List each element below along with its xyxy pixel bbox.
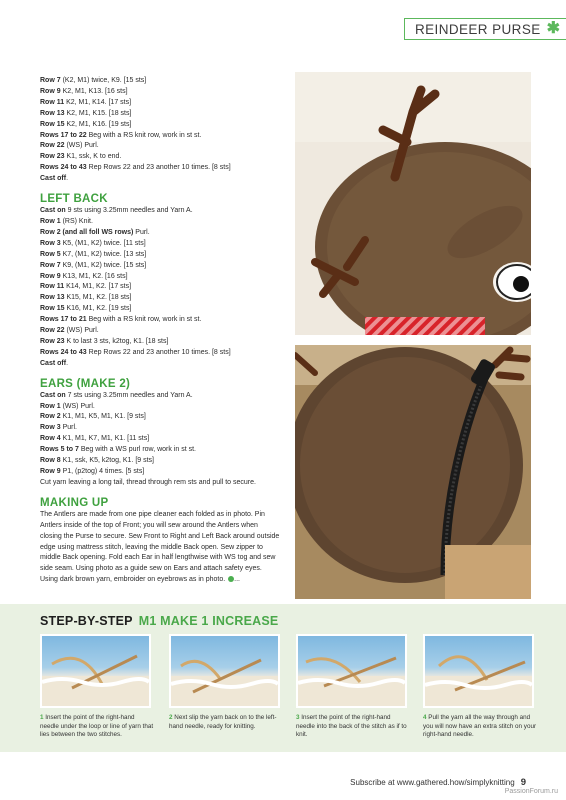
row-label: Rows 17 to 21 (40, 316, 87, 324)
row-text: Beg with a RS knit row, work in st st. (86, 316, 202, 324)
row-text: K1, ssk, K to end. (64, 153, 122, 161)
row-text: K1, M1, K7, M1, K1. [11 sts] (60, 435, 150, 443)
row-text: Purl. (133, 228, 150, 236)
pattern-row (40, 337, 280, 348)
pattern-column (40, 76, 280, 586)
row-label: Row 4 (40, 435, 61, 443)
shamrock-icon: ✱ (546, 20, 561, 37)
pattern-row (40, 98, 280, 109)
row-label: Row 15 (40, 120, 65, 128)
knitting-needles-icon (42, 636, 149, 706)
watermark: PassionForum.ru (504, 788, 558, 795)
step-1-image (40, 634, 151, 708)
pattern-row (40, 304, 280, 315)
row-label: Row 22 (40, 327, 65, 335)
ears-note: Cut yarn leaving a long tail, thread through rem sts and pull to secure. (40, 478, 256, 486)
step-4-image (423, 634, 534, 708)
row-label: Rows 5 to 7 (40, 446, 79, 454)
step-2-image (169, 634, 280, 708)
pattern-row (40, 174, 280, 185)
row-text: K16, M1, K2. [19 sts] (64, 305, 132, 313)
step-title-prefix: STEP-BY-STEP (40, 614, 133, 628)
row-label: Row 15 (40, 305, 65, 313)
row-text: K1, ssk, K5, k2tog, K1. [9 sts] (60, 457, 155, 465)
row-label: Cast on (40, 207, 66, 215)
row-text: Beg with a RS knit row, work in st st. (86, 131, 202, 139)
row-text: 7 sts using 3.25mm needles and Yarn A. (65, 391, 193, 399)
step-1-caption (40, 714, 154, 740)
step-number: 3 (296, 714, 300, 721)
row-label: Row 9 (40, 87, 61, 95)
step-number: 4 (423, 714, 427, 721)
row-label: Row 8 (40, 457, 61, 465)
row-label: Row 9 (40, 272, 61, 280)
row-label: Rows 17 to 22 (40, 131, 87, 139)
reindeer-purse-front-photo (295, 72, 531, 335)
row-label: Row 9 (40, 468, 61, 475)
row-label: Row 2 (40, 413, 61, 421)
row-text: K2, M1, K13. [16 sts] (60, 87, 128, 95)
pattern-row (40, 359, 280, 370)
making-up-heading: MAKING UP (40, 496, 109, 509)
pattern-row (40, 412, 280, 423)
pattern-row (40, 228, 280, 239)
pattern-row (40, 120, 280, 131)
step-text: Next slip the yarn back on to the left-hand needle, ready for knitting. (169, 714, 277, 730)
section-title: REINDEER PURSE (415, 21, 541, 37)
page-number: 9 (520, 777, 526, 788)
pattern-row (40, 272, 280, 283)
pattern-row (40, 348, 280, 359)
row-text: K2, M1, K16. [19 sts] (64, 120, 132, 128)
row-label: Row 11 (40, 283, 65, 291)
pattern-row (40, 293, 280, 304)
row-label: Cast on (40, 391, 66, 399)
row-label: Row 11 (40, 98, 65, 106)
knitting-needles-icon (425, 636, 532, 706)
pattern-row (40, 239, 280, 250)
making-up-ellipsis: ... (234, 576, 241, 584)
pattern-row (40, 250, 280, 261)
step-2-caption (169, 714, 283, 731)
row-text: Purl. (60, 424, 77, 432)
row-text: K to last 3 sts, k2tog, K1. [18 sts] (64, 337, 169, 345)
knitting-needles-icon (171, 636, 278, 706)
pattern-row (40, 282, 280, 293)
row-text: (WS) Purl. (64, 327, 99, 335)
pattern-row (40, 434, 280, 445)
pattern-row (40, 152, 280, 163)
page-footer (350, 777, 526, 788)
row-text: K2, M1, K14. [17 sts] (64, 98, 132, 106)
step-text: Pull the yarn all the way through and you will now have an extra stitch on your right-hand needle. (423, 714, 537, 739)
step-3-image (296, 634, 407, 708)
step-number: 2 (169, 714, 173, 721)
pattern-row (40, 141, 280, 152)
pattern-row (40, 315, 280, 326)
row-label: Rows 24 to 43 (40, 164, 87, 172)
knitting-needles-icon (298, 636, 405, 706)
row-text: Rep Rows 22 and 23 another 10 times. [8 sts] (86, 164, 231, 172)
ears-heading: EARS (MAKE 2) (40, 377, 131, 390)
pattern-row (40, 163, 280, 174)
row-text: K13, M1, K2. [16 sts] (60, 272, 128, 280)
row-text: (RS) Knit. (60, 217, 93, 225)
row-label: Row 5 (40, 250, 61, 258)
pattern-row (40, 76, 280, 87)
pattern-row (40, 456, 280, 467)
pattern-row (40, 87, 280, 98)
reindeer-front-illustration (295, 72, 531, 335)
step-text: Insert the point of the right-hand needle under the loop or line of yarn that lies between the two stitches. (40, 714, 154, 739)
step-3-caption (296, 714, 410, 740)
row-label: Row 22 (40, 142, 65, 150)
row-label: Row 13 (40, 294, 65, 302)
left-back-heading: LEFT BACK (40, 193, 108, 206)
pattern-row (40, 402, 280, 413)
row-text: K7, (M1, K2) twice. [13 sts] (60, 250, 147, 258)
subscribe-link[interactable]: Subscribe at www.gathered.how/simplyknitting (350, 778, 515, 787)
row-label: Row 7 (40, 77, 61, 84)
row-text: K9, (M1, K2) twice. [15 sts] (60, 261, 147, 269)
row-text: K1, M1, K5, M1, K1. [9 sts] (60, 413, 146, 421)
pattern-row (40, 423, 280, 434)
pattern-row (40, 109, 280, 120)
reindeer-purse-back-photo (295, 345, 531, 599)
row-text: . (66, 359, 69, 367)
pattern-row (40, 445, 280, 456)
pattern-row (40, 467, 280, 478)
step-4-caption (423, 714, 537, 740)
row-text: K5, (M1, K2) twice. [11 sts] (60, 239, 146, 247)
row-label: Row 1 (40, 402, 61, 410)
pattern-row (40, 326, 280, 337)
pattern-row (40, 206, 280, 217)
row-text: Rep Rows 22 and 23 another 10 times. [8 sts] (86, 348, 231, 356)
row-label: Row 3 (40, 424, 61, 432)
pattern-row (40, 261, 280, 272)
row-text: Beg with a WS purl row, work in st st. (78, 446, 196, 454)
row-label: Row 23 (40, 337, 65, 345)
row-label: Cast off (40, 175, 67, 183)
row-text: P1, (p2tog) 4 times. [5 sts] (60, 468, 145, 475)
row-text: (K2, M1) twice, K9. [15 sts] (60, 77, 147, 84)
row-label: Row 3 (40, 239, 61, 247)
row-text: (WS) Purl. (60, 402, 95, 410)
row-label: Row 23 (40, 153, 65, 161)
pattern-row (40, 217, 280, 228)
row-label: Row 1 (40, 217, 61, 225)
step-text: Insert the point of the right-hand needle into the back of the stitch as if to knit. (296, 714, 407, 739)
step-by-step-title (40, 614, 278, 628)
row-label: Row 2 (and all foll WS rows) (40, 228, 134, 236)
row-text: 9 sts using 3.25mm needles and Yarn A. (65, 207, 193, 215)
section-header (404, 18, 566, 40)
step-number: 1 (40, 714, 44, 721)
row-text: K2, M1, K15. [18 sts] (64, 109, 132, 117)
pattern-row (40, 391, 280, 402)
row-text: K14, M1, K2. [17 sts] (64, 283, 132, 291)
making-up-body: The Antlers are made from one pipe cleaner each folded as in photo. Pin Antlers inside of the top of Front; you will sew around the Antlers when closing the Purse to secure. Sew Front to Right and Left Back around outside edge using mattress stitch, leaving the middle Back open. Sew zipper to middle Back opening. Fold each Ear in half lengthwise with WS tog and sew side seam. Using photo as a guide sew on Ears and attach safety eyes. Using dark brown yarn, embroider on eyebrows as in photo. (40, 510, 280, 584)
row-label: Row 7 (40, 261, 61, 269)
row-label: Cast off (40, 359, 67, 367)
step-title-topic: M1 MAKE 1 INCREASE (138, 614, 279, 628)
row-text: (WS) Purl. (64, 142, 99, 150)
reindeer-back-illustration (295, 345, 531, 599)
row-text: . (66, 175, 69, 183)
row-text: K15, M1, K2. [18 sts] (64, 294, 132, 302)
row-label: Row 13 (40, 109, 65, 117)
pattern-row (40, 131, 280, 142)
making-up-text (40, 510, 280, 586)
row-label: Rows 24 to 43 (40, 348, 87, 356)
